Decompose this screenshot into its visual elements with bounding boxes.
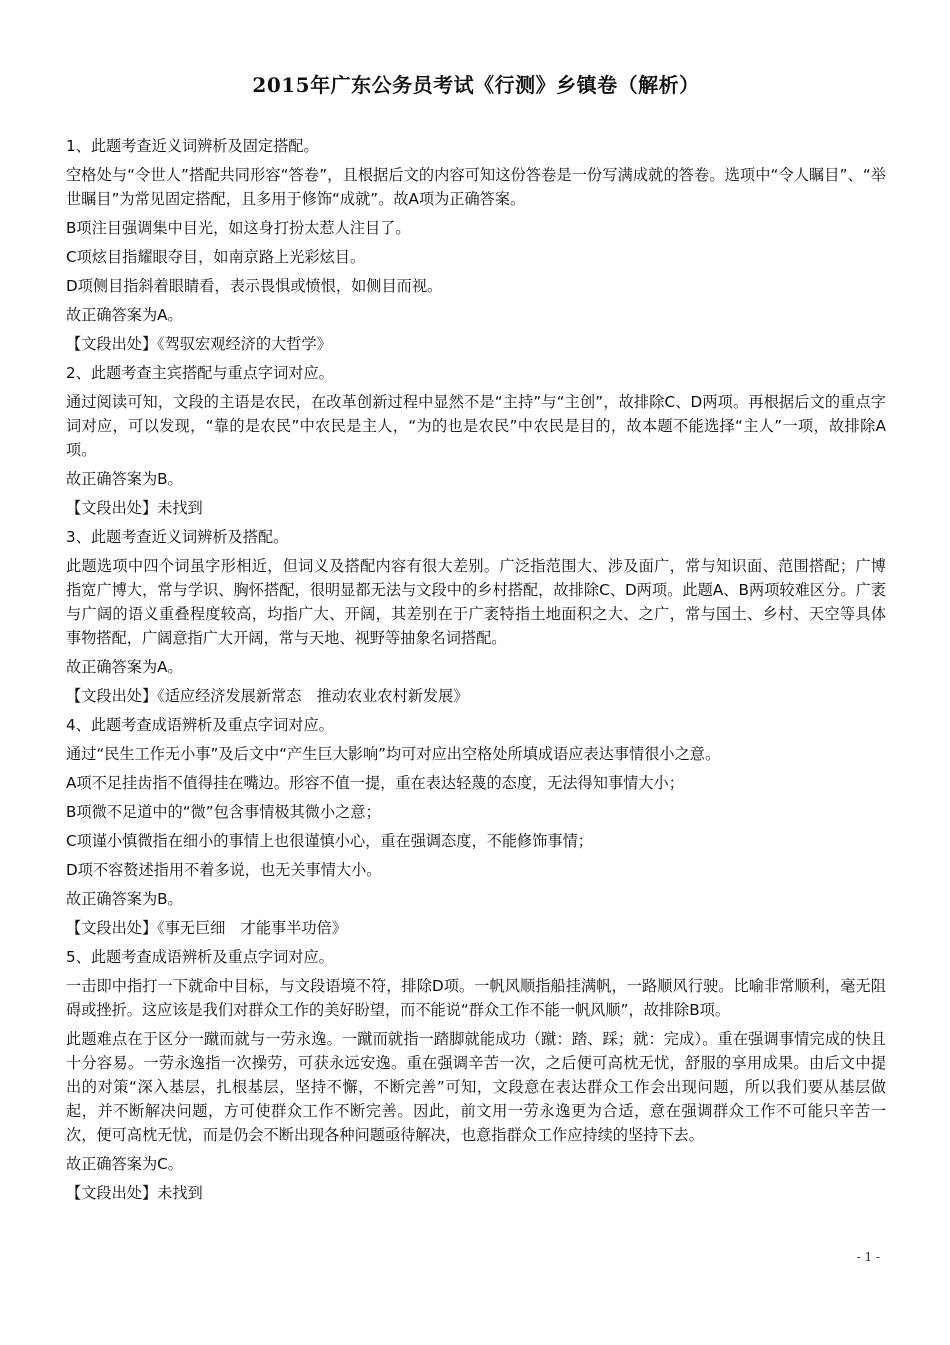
q1-option-b: B项注目强调集中目光，如这身打扮太惹人注目了。: [66, 219, 411, 237]
q4-option-d: D项不容赘述指用不着多说，也无关事情大小。: [66, 861, 382, 879]
q2-heading: 2、此题考查主宾搭配与重点字词对应。: [66, 364, 334, 382]
q1-answer: 故正确答案为A。: [66, 306, 183, 324]
page-title: 2015年广东公务员考试《行测》乡镇卷（解析）: [252, 73, 700, 97]
q3-heading: 3、此题考查近义词辨析及搭配。: [66, 528, 289, 546]
q4-option-b: B项微不足道中的“微”包含事情极其微小之意；: [66, 803, 381, 821]
q1-option-d: D项侧目指斜着眼睛看，表示畏惧或愤恨，如侧目而视。: [66, 277, 443, 295]
q4-option-c: C项谨小慎微指在细小的事情上也很谨慎小心，重在强调态度，不能修饰事情；: [66, 832, 593, 850]
page-number: - 1 -: [856, 1250, 880, 1264]
q4-heading: 4、此题考查成语辨析及重点字词对应。: [66, 716, 334, 734]
q1-source: 【文段出处】《驾驭宏观经济的大哲学》: [66, 335, 332, 353]
q3-answer: 故正确答案为A。: [66, 658, 183, 676]
q1-heading: 1、此题考查近义词辨析及固定搭配。: [66, 137, 319, 155]
q2-source: 【文段出处】未找到: [66, 499, 203, 517]
q4-explanation: 通过“民生工作无小事”及后文中“产生巨大影响”均可对应出空格处所填成语应表达事情很小之意。: [66, 745, 721, 763]
q5-explanation-1: 一击即中指打一下就命中目标，与文段语境不符，排除D项。一帆风顺指船挂满帆，一路顺风行驶。比喻非常顺利，毫无阻碍或挫折。这应该是我们对群众工作的美好盼望，而不能说“群众工作不能一帆风顺”，故排除B项。: [66, 977, 886, 1019]
q3-source: 【文段出处】《适应经济发展新常态 推动农业农村新发展》: [66, 687, 469, 705]
q4-option-a: A项不足挂齿指不值得挂在嘴边。形容不值一提，重在表达轻蔑的态度，无法得知事情大小；: [66, 774, 684, 792]
q2-explanation: 通过阅读可知，文段的主语是农民，在改革创新过程中显然不是“主持”与“主创”，故排除C、D两项。再根据后文的重点字词对应，可以发现，“靠的是农民”中农民是主人，“为的也是农民”中农民是目的，故本题不能选择“主人”一项，故排除A项。: [66, 393, 886, 459]
document-page: [66, 70, 886, 1210]
q5-source: 【文段出处】未找到: [66, 1184, 203, 1202]
q1-explanation: 空格处与“令世人”搭配共同形容“答卷”，且根据后文的内容可知这份答卷是一份写满成就的答卷。选项中“令人瞩目”、“举世瞩目”为常见固定搭配，且多用于修饰“成就”。故A项为正确答案。: [66, 166, 886, 208]
q5-explanation-2: 此题难点在于区分一蹴而就与一劳永逸。一蹴而就指一踏脚就能成功（蹴：踏、踩；就：完成）。重在强调事情完成的快且十分容易。一劳永逸指一次操劳，可获永远安逸。重在强调辛苦一次，之后便可高枕无忧，舒服的享用成果。由后文中提出的对策“深入基层，扎根基层，坚持不懈，不断完善”可知，文段意在表达群众工作会出现问题，所以我们要从基层做起，并不断解决问题，方可使群众工作不断完善。因此，前文用一劳永逸更为合适，意在强调群众工作不可能只辛苦一次，便可高枕无忧，而是仍会不断出现各种问题亟待解决，也意指群众工作应持续的坚持下去。: [66, 1030, 886, 1144]
q4-source: 【文段出处】《事无巨细 才能事半功倍》: [66, 919, 347, 937]
q1-option-c: C项炫目指耀眼夺目，如南京路上光彩炫目。: [66, 248, 366, 266]
q4-answer: 故正确答案为B。: [66, 890, 183, 908]
q5-answer: 故正确答案为C。: [66, 1155, 183, 1173]
q2-answer: 故正确答案为B。: [66, 470, 183, 488]
q5-heading: 5、此题考查成语辨析及重点字词对应。: [66, 948, 334, 966]
q3-explanation: 此题选项中四个词虽字形相近，但词义及搭配内容有很大差别。广泛指范围大、涉及面广，常与知识面、范围搭配；广博指宽广博大，常与学识、胸怀搭配，很明显都无法与文段中的乡村搭配，故排除C、D两项。此题A、B两项较难区分。广袤与广阔的语义重叠程度较高，均指广大、开阔，其差别在于广袤特指土地面积之大、之广，常与国土、乡村、天空等具体事物搭配，广阔意指广大开阔，常与天地、视野等抽象名词搭配。: [66, 557, 886, 647]
